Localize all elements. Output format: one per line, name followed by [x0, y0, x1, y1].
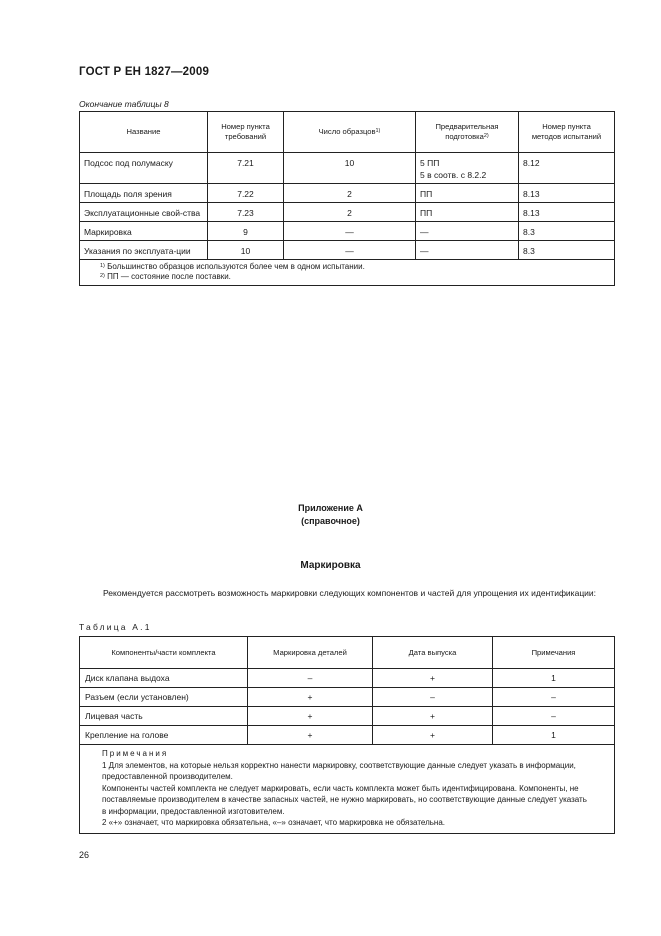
cell-name: Площадь поля зрения [80, 184, 208, 203]
cell-component: Разъем (если установлен) [80, 688, 248, 707]
cell-name: Подсос под полумаску [80, 153, 208, 184]
col-header-samples: Число образцов$^{1)}$ [284, 112, 416, 153]
intro-paragraph: Рекомендуется рассмотреть возможность маркировки следующих компонентов и частей для упрощения их идентификации: [103, 588, 597, 598]
cell-notes: – [493, 688, 615, 707]
cell-method: 8.12 [519, 153, 615, 184]
table-a1 [79, 636, 615, 834]
cell-part-marking: + [248, 707, 373, 726]
section-title: Маркировка [300, 560, 361, 571]
cell-component: Крепление на голове [80, 726, 248, 745]
table-a1-notes [80, 745, 615, 834]
col-header-notes: Примечания [493, 637, 615, 669]
table-8-caption: Окончание таблицы 8 [79, 99, 169, 109]
table-row [80, 688, 615, 707]
cell-release-date: + [373, 669, 493, 688]
cell-part-marking: – [248, 669, 373, 688]
table-a1-caption: Таблица А.1 [79, 622, 152, 632]
table-row [80, 222, 615, 241]
col-header-requirement: Номер пункта требований [208, 112, 284, 153]
col-header-methods: Номер пункта методов испытаний [519, 112, 615, 153]
table-row [80, 669, 615, 688]
col-header-components: Компоненты/части комплекта [80, 637, 248, 669]
col-header-name: Название [80, 112, 208, 153]
table-a1-notes-row [80, 745, 615, 834]
cell-method: 8.13 [519, 184, 615, 203]
cell-preparation: ПП [416, 203, 519, 222]
cell-name: Указания по эксплуата-ции [80, 241, 208, 260]
table-a1-header-row [80, 637, 615, 669]
cell-requirement: 9 [208, 222, 284, 241]
col-header-preparation: Предварительная подготовка$^{2)}$ [416, 112, 519, 153]
cell-part-marking: + [248, 688, 373, 707]
cell-release-date: + [373, 726, 493, 745]
footnote-1: $^{1)}$ Большинство образцов используются более чем в одном испытании. [100, 262, 365, 271]
page-number: 26 [79, 850, 90, 860]
cell-requirement: 10 [208, 241, 284, 260]
cell-notes: 1 [493, 669, 615, 688]
cell-part-marking: + [248, 726, 373, 745]
cell-preparation: ПП [416, 184, 519, 203]
footnote-2: $^{2)}$ ПП — состояние после поставки. [100, 272, 231, 281]
col-header-part-marking: Маркировка деталей [248, 637, 373, 669]
cell-method: 8.3 [519, 241, 615, 260]
table-8-footnotes [80, 260, 615, 286]
annex-title: Приложение А [298, 503, 363, 513]
cell-samples: — [284, 222, 416, 241]
notes-title: Примечания [102, 749, 169, 758]
cell-samples: 2 [284, 203, 416, 222]
cell-release-date: – [373, 688, 493, 707]
cell-method: 8.13 [519, 203, 615, 222]
cell-component: Диск клапана выдоха [80, 669, 248, 688]
cell-method: 8.3 [519, 222, 615, 241]
document-header: ГОСТ Р ЕН 1827—2009 [79, 66, 210, 78]
cell-release-date: + [373, 707, 493, 726]
cell-notes: – [493, 707, 615, 726]
table-row [80, 726, 615, 745]
note-1: 1 Для элементов, на которые нельзя корректно нанести маркировку, соответствующие данные следует указать в информации, предоставленной производителем. [102, 760, 576, 781]
table-row [80, 184, 615, 203]
table-row [80, 707, 615, 726]
cell-component: Лицевая часть [80, 707, 248, 726]
cell-preparation: — [416, 241, 519, 260]
note-2: 2 «+» означает, что маркировка обязательна, «–» означает, что маркировка не обязательна. [102, 818, 446, 827]
cell-preparation: — [416, 222, 519, 241]
cell-samples: — [284, 241, 416, 260]
cell-notes: 1 [493, 726, 615, 745]
cell-name: Маркировка [80, 222, 208, 241]
table-row [80, 203, 615, 222]
table-8 [79, 111, 615, 286]
table-row [80, 153, 615, 184]
table-8-footnotes-row [80, 260, 615, 286]
cell-requirement: 7.23 [208, 203, 284, 222]
table-row [80, 241, 615, 260]
note-extra: Компоненты частей комплекта не следует маркировать, если часть комплекта может быть идентифицирована. Компоненты, не поставляемые производителем в качестве запасных частей, не нужно маркировать, но соответствующие данные следует указать в информации, предоставленной изготовителем. [102, 783, 587, 816]
col-header-release-date: Дата выпуска [373, 637, 493, 669]
annex-subtitle: (справочное) [301, 516, 360, 526]
table-8-header-row [80, 112, 615, 153]
cell-requirement: 7.22 [208, 184, 284, 203]
cell-name: Эксплуатационные свой-ства [80, 203, 208, 222]
cell-requirement: 7.21 [208, 153, 284, 184]
cell-samples: 10 [284, 153, 416, 184]
cell-samples: 2 [284, 184, 416, 203]
cell-preparation: 5 ПП 5 в соотв. с 8.2.2 [416, 153, 519, 184]
annex-heading [0, 502, 661, 528]
